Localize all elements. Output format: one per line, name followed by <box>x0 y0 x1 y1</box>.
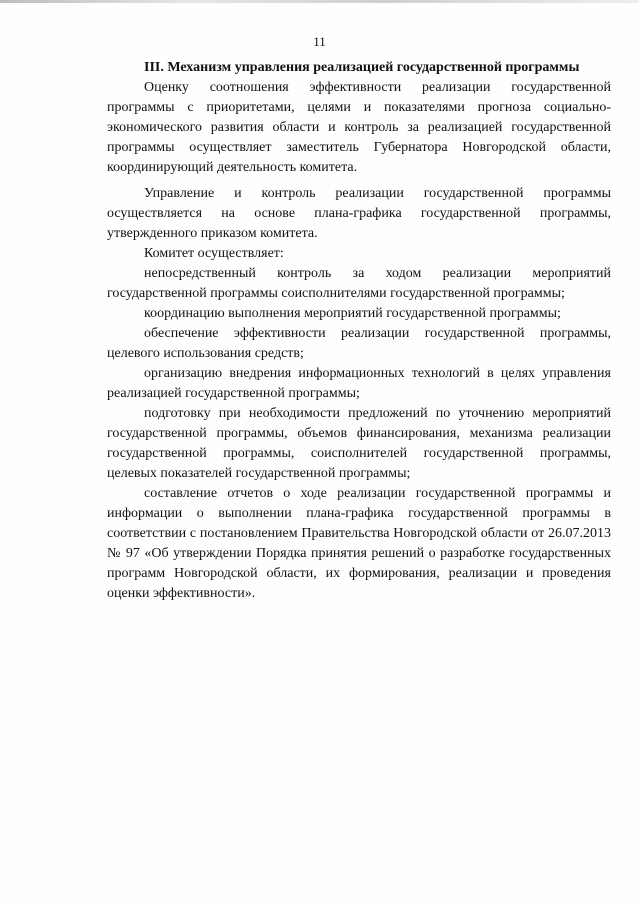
paragraph-4: непосредственный контроль за ходом реализации мероприятий государственной программы соисполнителями государственной программы; <box>107 266 611 301</box>
scan-edge <box>0 0 639 3</box>
paragraph-3: Комитет осуществляет: <box>144 246 284 261</box>
paragraph-6: обеспечение эффективности реализации государственной программы, целевого использования средств; <box>107 326 611 361</box>
section-heading: III. Механизм управления реализацией государственной программы <box>144 60 580 75</box>
paragraph-1: Оценку соотношения эффективности реализации государственной программы с приоритетами, целями и показателями прогноза социально-экономического развития области и контроль за реализацией государственной программы осуществляет заместитель Губернатора Новгородской области, координирующий деятельность комитета. <box>107 80 611 175</box>
paragraph-7: организацию внедрения информационных технологий в целях управления реализацией государственной программы; <box>107 366 611 401</box>
paragraph-9: составление отчетов о ходе реализации государственной программы и информации о выполнении плана-графика государственной программы в соответствии с постановлением Правительства Новгородской области от 26.07.2013 № 97 «Об утверждении Порядка принятия решений о разработке государственных программ Новгородской области, их формирования, реализации и проведения оценки эффективности». <box>107 486 611 601</box>
paragraph-5: координацию выполнения мероприятий государственной программы; <box>144 306 561 321</box>
paragraph-8: подготовку при необходимости предложений по уточнению мероприятий государственной программы, объемов финансирования, механизма реализации государственной программы, соисполнителей государственной программы, целевых показателей государственной программы; <box>107 406 611 481</box>
paragraph-2: Управление и контроль реализации государственной программы осуществляется на основе плана-графика государственной программы, утвержденного приказом комитета. <box>107 186 611 241</box>
document-body <box>107 58 611 604</box>
page-number: 11 <box>313 34 326 49</box>
